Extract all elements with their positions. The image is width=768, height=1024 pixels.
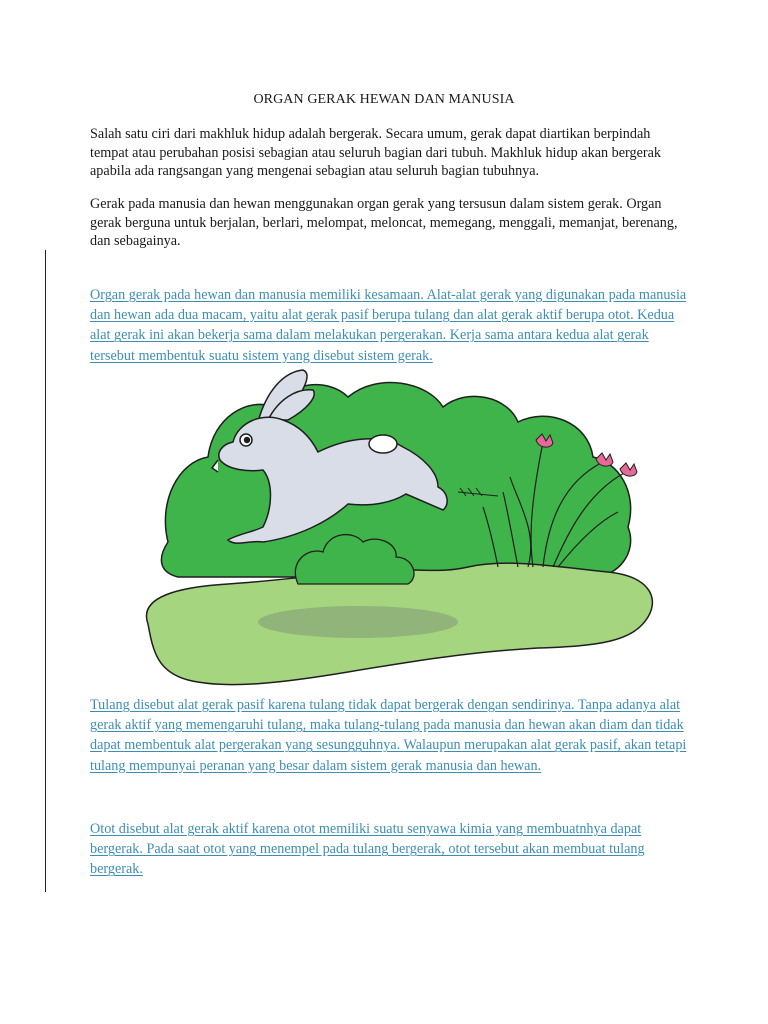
- link-text-tulang[interactable]: Tulang disebut alat gerak pasif karena tulang tidak dapat bergerak dengan sendirinya. Tanpa adanya alat gerak aktif yang memengaruhi tulang, maka tulang-tulang pada manusia dan hewan akan diam dan tidak dapat membentuk alat pergerakan yang sesungguhnya. Walaupun merupakan alat gerak pasif, akan tetapi tulang mempunyai peranan yang besar dalam sistem gerak manusia dan hewan.: [90, 697, 687, 774]
- link-text-otot[interactable]: Otot disebut alat gerak aktif karena otot memiliki suatu senyawa kimia yang membuatnhya dapat bergerak. Pada saat otot yang menempel pada tulang bergerak, otot tersebut akan membuat tulang bergerak.: [90, 821, 645, 878]
- link-paragraph-otot[interactable]: [90, 819, 690, 880]
- link-paragraph-kesamaan[interactable]: [90, 285, 690, 366]
- link-paragraph-tulang[interactable]: [90, 695, 690, 776]
- jumping-rabbit-illustration: [138, 362, 660, 690]
- paragraph-intro: Salah satu ciri dari makhluk hidup adalah bergerak. Secara umum, gerak dapat diartikan berpindah tempat atau perubahan posisi sebagian atau seluruh bagian dari tubuh. Makhluk hidup akan bergerak apabila ada rangsangan yang mengenai sebagian atau seluruh bagian tubuhnya.: [90, 126, 662, 180]
- document-title: ORGAN GERAK HEWAN DAN MANUSIA: [253, 92, 515, 107]
- link-text-kesamaan[interactable]: Organ gerak pada hewan dan manusia memiliki kesamaan. Alat-alat gerak yang digunakan pada manusia dan hewan ada dua macam, yaitu alat gerak pasif berupa tulang dan alat gerak aktif berupa otot. Kedua alat gerak ini akan bekerja sama dalam melakukan pergerakan. Kerja sama antara kedua alat gerak tersebut membentuk suatu sistem yang disebut sistem gerak.: [90, 287, 687, 364]
- margin-change-bar: [45, 250, 46, 892]
- rabbit-shadow: [258, 606, 458, 638]
- paragraph-organ-gerak: Gerak pada manusia dan hewan menggunakan organ gerak yang tersusun dalam sistem gerak. Organ gerak berguna untuk berjalan, berlari, melompat, meloncat, memegang, menggali, memanjat, berenang, dan sebagainya.: [90, 196, 678, 250]
